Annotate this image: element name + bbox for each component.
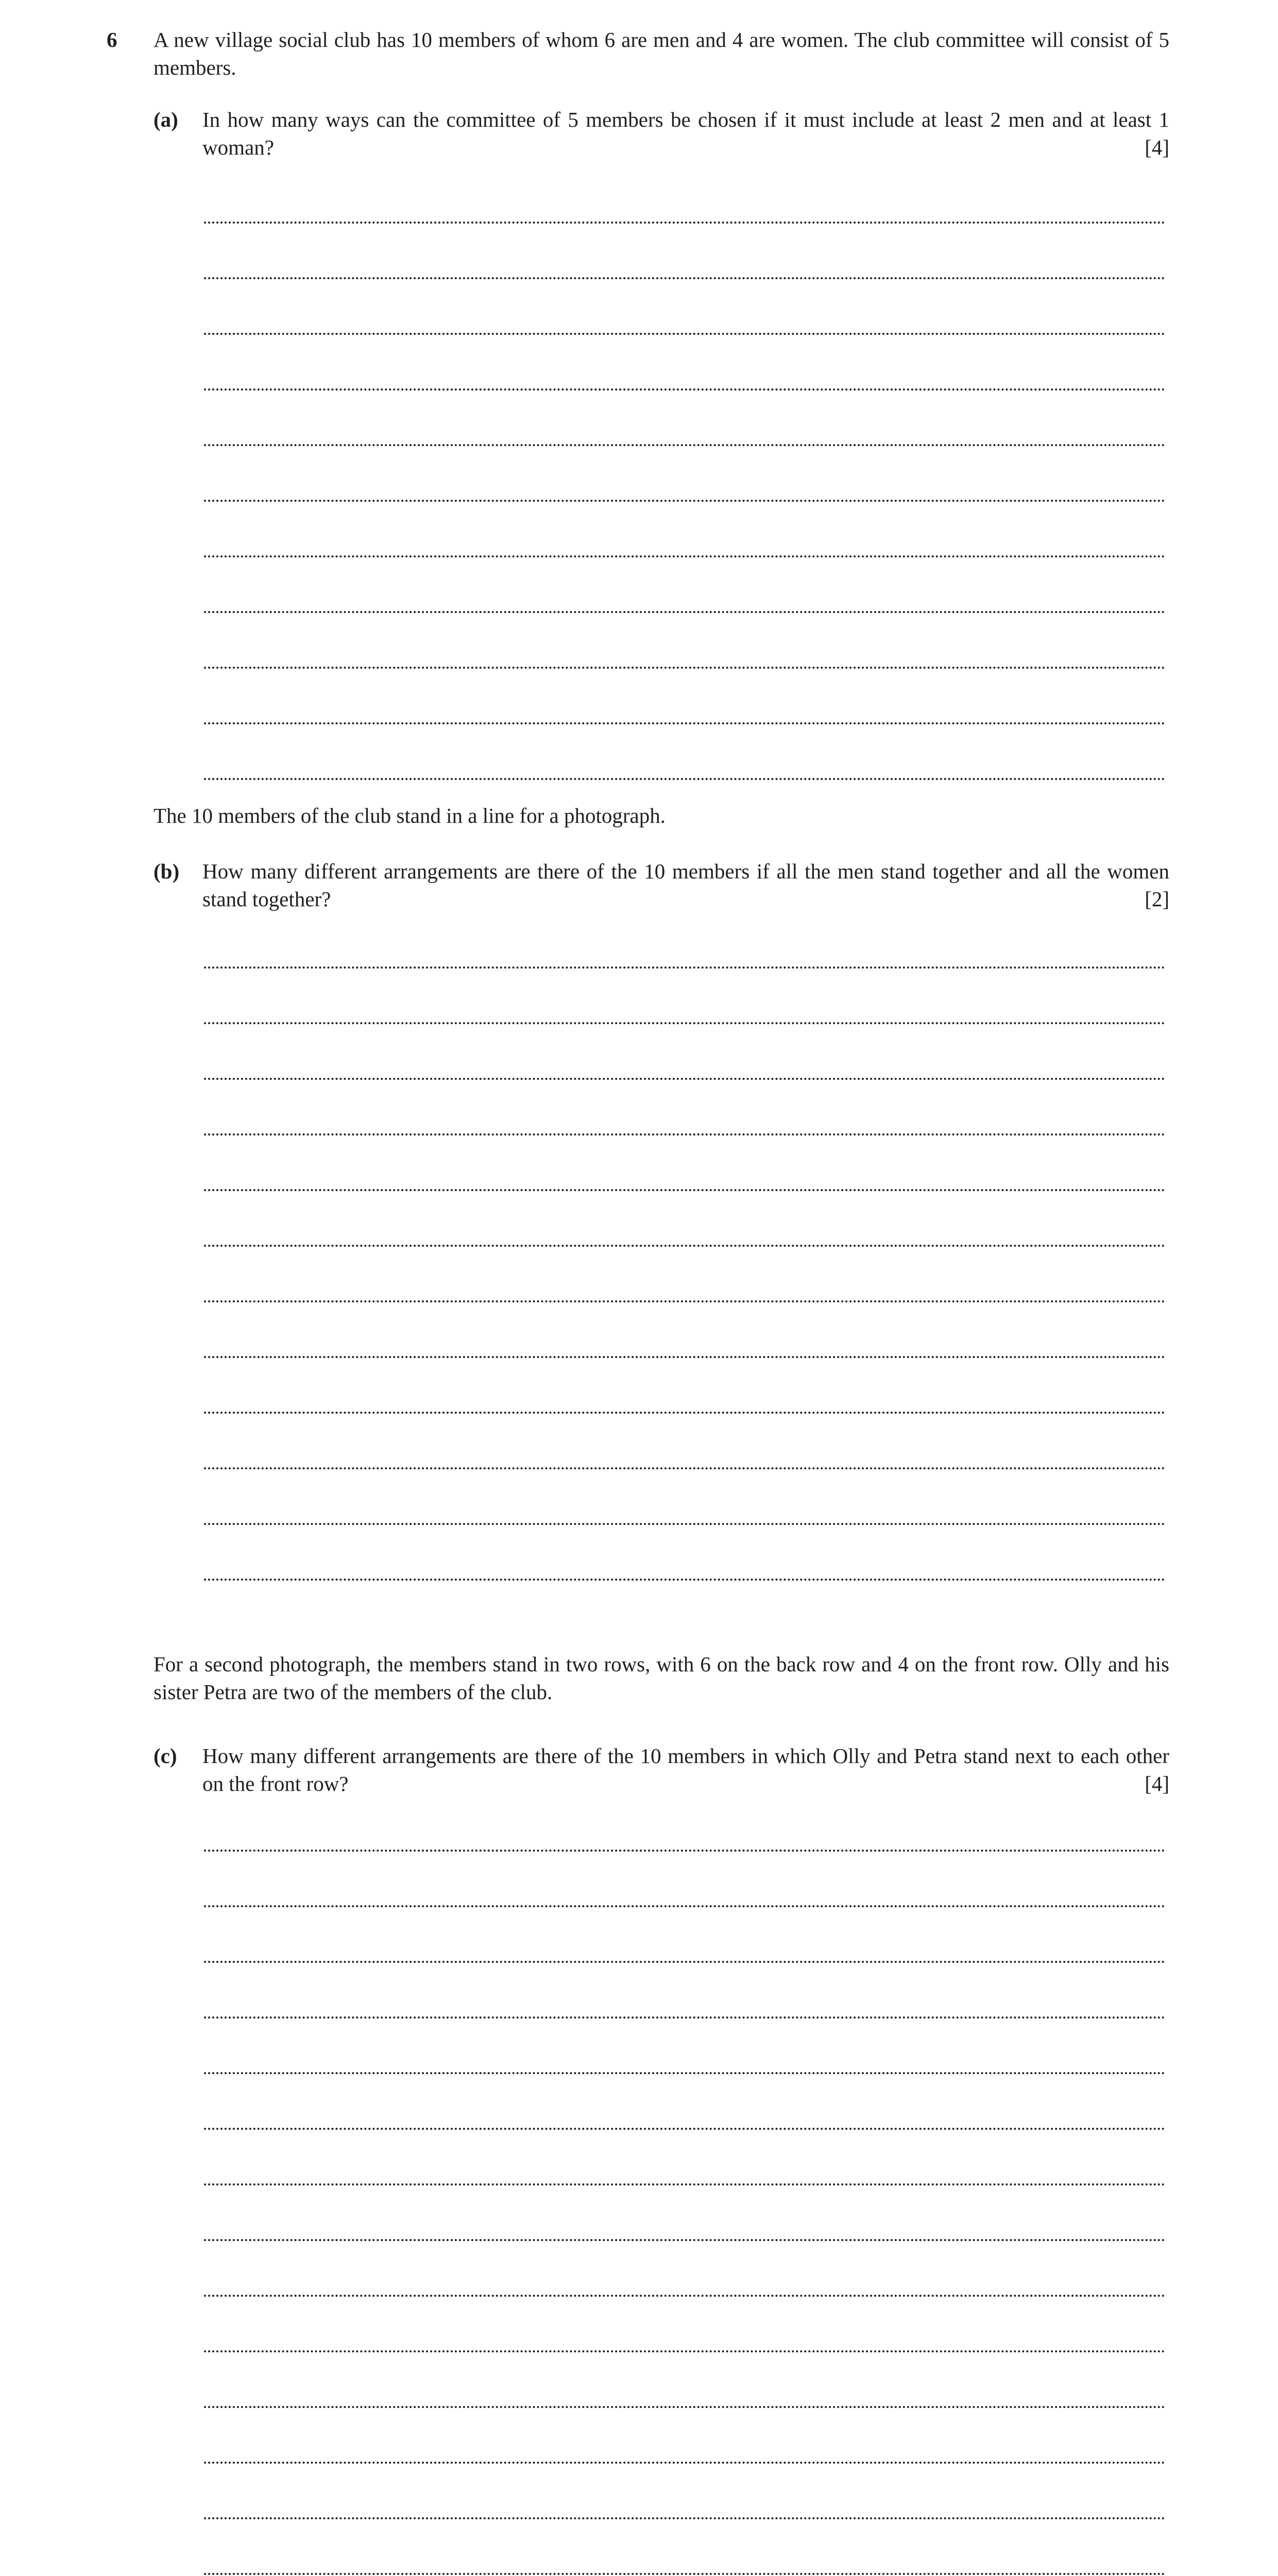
answer-line[interactable]	[204, 2464, 1165, 2519]
answer-line[interactable]	[204, 1302, 1165, 1358]
answer-line[interactable]	[204, 2019, 1165, 2074]
answer-line[interactable]	[204, 669, 1165, 724]
answer-line[interactable]	[204, 1191, 1165, 1247]
answer-line[interactable]	[204, 2297, 1165, 2352]
answer-line[interactable]	[204, 1963, 1165, 2019]
part-c-label: (c)	[154, 1744, 177, 1768]
answer-line[interactable]	[204, 502, 1165, 557]
part-c-answer-lines	[204, 1796, 1165, 2576]
part-a-label: (a)	[154, 108, 178, 131]
second-photo-intro-text: For a second photograph, the members stand in two rows, with 6 on the back row and 4 on the front row. Olly and his sister Petra are two of the members of the club.	[154, 1652, 1169, 1704]
answer-line[interactable]	[204, 1247, 1165, 1302]
part-b-marks: [2]	[1145, 887, 1169, 911]
answer-line[interactable]	[204, 2185, 1165, 2241]
question-number: 6	[107, 28, 117, 52]
part-c-marks: [4]	[1145, 1772, 1169, 1795]
question-stem: A new village social club has 10 members of whom 6 are men and 4 are women. The club committee will consist of 5 members.	[154, 28, 1169, 79]
answer-line[interactable]	[204, 446, 1165, 502]
answer-line[interactable]	[204, 2130, 1165, 2185]
part-b-label: (b)	[154, 859, 180, 883]
answer-line[interactable]	[204, 613, 1165, 669]
answer-line[interactable]	[204, 1358, 1165, 1414]
answer-line[interactable]	[204, 969, 1165, 1024]
part-a-marks: [4]	[1145, 135, 1169, 159]
answer-line[interactable]	[204, 224, 1165, 279]
answer-line[interactable]	[204, 1525, 1165, 1581]
answer-line[interactable]	[204, 1136, 1165, 1191]
part-a-answer-lines	[204, 168, 1165, 780]
answer-line[interactable]	[204, 2241, 1165, 2297]
answer-line[interactable]	[204, 2408, 1165, 2464]
answer-line[interactable]	[204, 2352, 1165, 2408]
part-a-question: In how many ways can the committee of 5 members be chosen if it must include at least 2 men and at least 1 woman?	[202, 108, 1169, 159]
answer-line[interactable]	[204, 168, 1165, 224]
answer-line[interactable]	[204, 1414, 1165, 1469]
part-b-question: How many different arrangements are there of the 10 members if all the men stand together and all the women stand together?	[202, 859, 1169, 911]
answer-line[interactable]	[204, 1852, 1165, 1907]
answer-line[interactable]	[204, 1469, 1165, 1525]
answer-line[interactable]	[204, 1907, 1165, 1963]
answer-line[interactable]	[204, 335, 1165, 391]
answer-line[interactable]	[204, 279, 1165, 335]
photo-intro-text: The 10 members of the club stand in a line for a photograph.	[154, 804, 666, 827]
part-c-question: How many different arrangements are there of the 10 members in which Olly and Petra stand next to each other on the front row?	[202, 1744, 1169, 1795]
answer-line[interactable]	[204, 2074, 1165, 2130]
answer-line[interactable]	[204, 1024, 1165, 1080]
answer-line[interactable]	[204, 1080, 1165, 1136]
part-b-answer-lines	[204, 913, 1165, 1581]
answer-line[interactable]	[204, 391, 1165, 446]
answer-line[interactable]	[204, 913, 1165, 969]
answer-line[interactable]	[204, 1796, 1165, 1852]
answer-line[interactable]	[204, 2519, 1165, 2575]
answer-line[interactable]	[204, 557, 1165, 613]
answer-line[interactable]	[204, 724, 1165, 780]
